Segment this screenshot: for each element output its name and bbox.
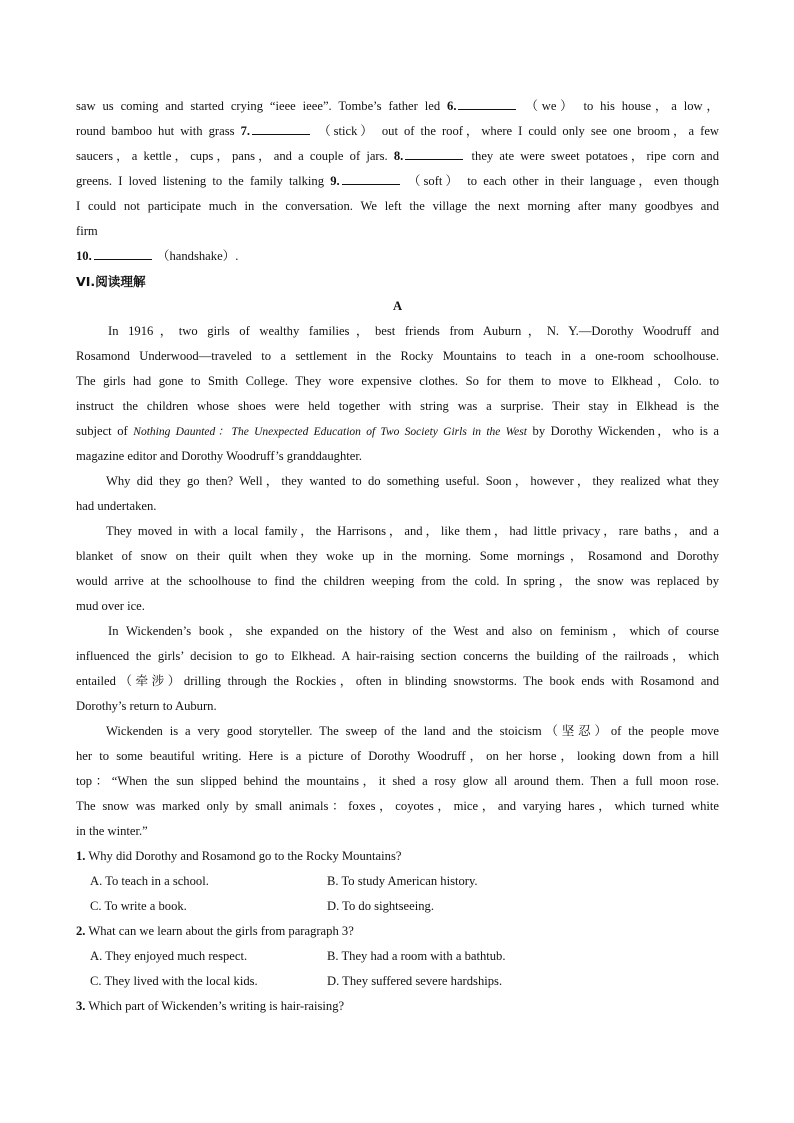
blank-9 — [342, 173, 400, 185]
passage-line: her to some beautiful writing. Here is a picture of Dorothy Woodruff，on her horse，looking down from a hill — [76, 749, 719, 763]
option-d[interactable]: D. To do sightseeing. — [327, 899, 434, 913]
blank-number-7: 7. — [240, 124, 251, 138]
hint-6: （we） — [525, 99, 577, 113]
cloze-line-6: firm — [76, 224, 98, 238]
cloze-text: out of the roof，where I could only see one broom，a few — [381, 124, 720, 138]
passage-label: A — [392, 299, 403, 313]
passage-line: In 1916，two girls of wealthy families，best friends from Auburn，N. Y.—Dorothy Woodruff and — [108, 324, 719, 338]
passage-line: instruct the children whose shoes were held together with string was a surprise. Their stay in Elkhead is the — [76, 399, 719, 413]
cloze-line-7 — [76, 244, 719, 269]
cloze-text: saw us coming and started crying “ieee ieee”. Tombe’s father led — [76, 99, 441, 113]
passage-line: Wickenden is a very good storyteller. The sweep of the land and the stoicism（坚忍）of the people move — [106, 724, 719, 738]
option-c[interactable]: C. To write a book. — [90, 899, 187, 913]
passage-line: would arrive at the schoolhouse to find the children weeping from the cold. In spring，the snow was replaced by — [76, 574, 719, 588]
section-title: VI.阅读理解 — [76, 274, 146, 289]
blank-7 — [252, 123, 310, 135]
option-b[interactable]: B. They had a room with a bathtub. — [327, 949, 506, 963]
cloze-text: they ate were sweet potatoes，ripe corn and — [471, 149, 719, 163]
question-text: Why did Dorothy and Rosamond go to the Rocky Mountains? — [88, 849, 402, 863]
option-a[interactable]: A. To teach in a school. — [90, 874, 209, 888]
passage-line: The girls had gone to Smith College. They wore expensive clothes. So for them to move to Elkhead，Colo. to — [76, 374, 719, 388]
passage-line: in the winter.” — [76, 824, 148, 838]
option-b[interactable]: B. To study American history. — [327, 874, 478, 888]
options-row — [76, 944, 719, 969]
question-number: 2. — [76, 924, 86, 938]
blank-6 — [458, 98, 516, 110]
options-row — [76, 969, 719, 994]
cloze-text: to his house，a low， — [583, 99, 719, 113]
blank-number-10: 10. — [76, 249, 92, 263]
options-row — [76, 894, 719, 919]
passage-line: Rosamond Underwood—traveled to a settlement in the Rocky Mountains to teach in a one-room schoolhouse. — [76, 349, 719, 363]
blank-number-6: 6. — [447, 99, 457, 113]
option-d[interactable]: D. They suffered severe hardships. — [327, 974, 503, 988]
options-row — [76, 869, 719, 894]
passage-line: top：“When the sun slipped behind the mountains，it shed a rosy glow all around them. Then a full moon rose. — [76, 774, 719, 788]
option-c[interactable]: C. They lived with the local kids. — [90, 974, 258, 988]
cloze-text: to each other in their language，even though — [467, 174, 720, 188]
cloze-line-3 — [76, 144, 719, 169]
cloze-text: saucers，a kettle，cups，pans，and a couple of jars. — [76, 149, 388, 163]
cloze-line-4 — [76, 169, 719, 194]
blank-10 — [94, 248, 152, 260]
passage-line: The snow was marked only by small animals：foxes，coyotes，mice，and varying hares，which turned white — [76, 799, 719, 813]
passage-text: by Dorothy Wickenden，who is a — [532, 424, 720, 438]
passage-line — [76, 419, 719, 444]
question-number: 3. — [76, 999, 86, 1013]
question-2 — [76, 919, 719, 944]
blank-number-8: 8. — [393, 149, 404, 163]
cloze-line-1 — [76, 94, 719, 119]
document-page — [76, 94, 719, 1019]
book-title: Nothing Daunted：The Unexpected Education of Two Society Girls in the West — [133, 426, 527, 438]
passage-line: magazine editor and Dorothy Woodruff’s granddaughter. — [76, 449, 362, 463]
cloze-text: greens. I loved listening to the family talking — [76, 174, 324, 188]
option-a[interactable]: A. They enjoyed much respect. — [90, 949, 248, 963]
hint-9: （soft） — [407, 174, 462, 188]
question-text: Which part of Wickenden’s writing is hair-raising? — [88, 999, 345, 1013]
question-3 — [76, 994, 719, 1019]
passage-line: Why did they go then? Well，they wanted to do something useful. Soon，however，they realized what they — [106, 474, 719, 488]
passage-line: blanket of snow on their quilt when they woke up in the morning. Some mornings，Rosamond and Dorothy — [76, 549, 719, 563]
passage-line: mud over ice. — [76, 599, 145, 613]
passage-line: influenced the girls’ decision to go to Elkhead. A hair-raising section concerns the building of the railroads，which — [76, 649, 719, 663]
question-1 — [76, 844, 719, 869]
hint-10: （handshake）. — [156, 249, 239, 263]
passage-line: Dorothy’s return to Auburn. — [76, 699, 217, 713]
cloze-line-2 — [76, 119, 719, 144]
hint-7: （stick） — [318, 124, 376, 138]
cloze-text: round bamboo hut with grass — [76, 124, 235, 138]
passage-line: They moved in with a local family，the Harrisons，and，like them，had little privacy，rare baths，and a — [106, 524, 719, 538]
blank-8 — [405, 148, 463, 160]
question-text: What can we learn about the girls from paragraph 3? — [88, 924, 354, 938]
passage-line: In Wickenden’s book，she expanded on the history of the West and also on feminism，which of course — [108, 624, 719, 638]
passage-text: subject of — [76, 424, 128, 438]
cloze-line-5: I could not participate much in the conversation. We left the village the next morning after many goodbyes and — [76, 199, 719, 213]
question-number: 1. — [76, 849, 86, 863]
blank-number-9: 9. — [330, 174, 340, 188]
passage-line: entailed（牵涉）drilling through the Rockies，often in blinding snowstorms. The book ends with Rosamond and — [76, 674, 719, 688]
passage-line: had undertaken. — [76, 499, 157, 513]
